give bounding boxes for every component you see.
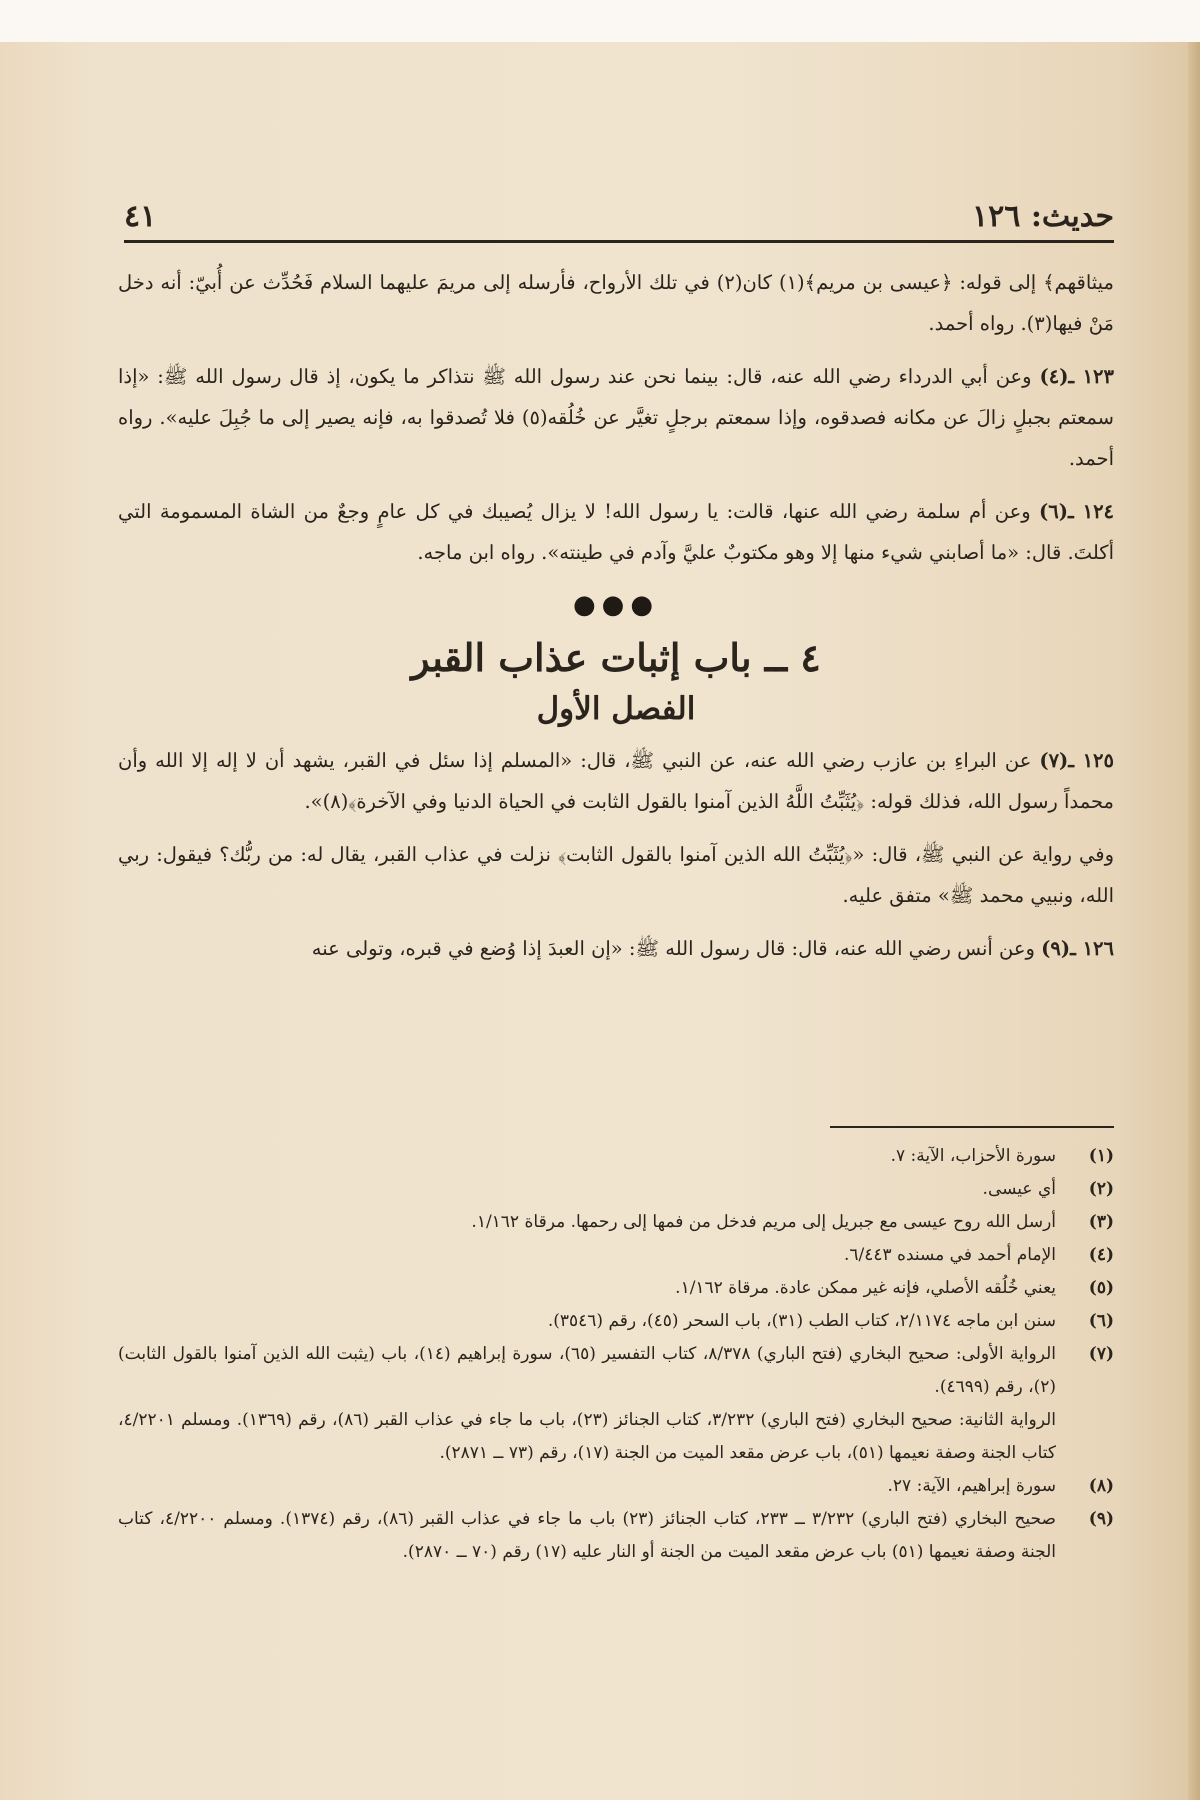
header-rule: [124, 240, 1114, 243]
footnote: [118, 1272, 1114, 1305]
main-text: [118, 262, 1114, 981]
page-edge-shadow: [1188, 42, 1200, 1800]
hadith-125: [118, 740, 1114, 822]
footnote: [118, 1470, 1114, 1503]
footnote-number: (٨): [1088, 1476, 1114, 1496]
hadith-123: [118, 356, 1114, 479]
hadith-number: ١٢٤ ـ(٦): [1039, 500, 1115, 523]
footnote-text: صحيح البخاري (فتح الباري) ٣/٢٣٢ ــ ٢٣٣، كتاب الجنائز (٢٣) باب ما جاء في عذاب القبر (٨٦)، رقم (١٣٧٤). ومسلم ٤/٢٢٠٠، كتاب الجنة وصفة نعيمها (٥١) باب عرض مقعد الميت من الجنة أو النار عليه (١٧) رقم (٧٠ ــ ٢٨٧٠).: [118, 1509, 1056, 1562]
footnote-text: يعني خُلُقه الأصلي، فإنه غير ممكن عادة. مرقاة ١/١٦٢.: [675, 1278, 1056, 1298]
running-title: حديث: ١٢٦: [972, 199, 1114, 234]
footnote-text: أرسل الله روح عيسى مع جبريل إلى مريم فدخل من فمها إلى رحمها. مرقاة ١/١٦٢.: [471, 1212, 1056, 1232]
paragraph-continuation: ميثاقهم﴾ إلى قوله: ﴿عيسى بن مريم﴾(١) كان(٢) في تلك الأرواح، فأرسله إلى مريمَ عليهما السلام فَحُدِّث عن أُبيّ: أنه دخل مَنْ فيها(٣). رواه أحمد.: [118, 271, 1114, 335]
hadith-text: وعن أنس رضي الله عنه، قال: قال رسول الله ﷺ: «إن العبدَ إذا وُضع في قبره، وتولى عنه: [311, 937, 1035, 960]
chapter-title: ٤ ــ باب إثبات عذاب القبر: [411, 635, 821, 680]
scan-margin: [0, 0, 1200, 42]
footnote: [118, 1503, 1114, 1569]
hadith-number: ١٢٦ ـ(٩): [1041, 937, 1114, 960]
footnotes: [118, 1140, 1114, 1569]
footnote-continuation: الرواية الثانية: صحيح البخاري (فتح الباري) ٣/٢٣٢، كتاب الجنائز (٢٣)، باب ما جاء في عذاب القبر (٨٦)، رقم (١٣٦٩). ومسلم ٤/٢٢٠١، كتاب الجنة وصفة نعيمها (٥١)، باب عرض مقعد الميت من الجنة (١٧)، رقم (٧٣ ــ ٢٨٧١).: [118, 1410, 1056, 1463]
footnote-text: الرواية الأولى: صحيح البخاري (فتح الباري) ٨/٣٧٨، كتاب التفسير (٦٥)، سورة إبراهيم (١٤)، باب (يثبت الله الذين آمنوا بالقول الثابت) (٢)، رقم (٤٦٩٩).: [118, 1344, 1057, 1397]
page-header: [124, 188, 1114, 234]
footnote-number: (٤): [1088, 1245, 1114, 1265]
footnote-text: سورة إبراهيم، الآية: ٢٧.: [887, 1476, 1056, 1496]
footnote: [118, 1173, 1114, 1206]
footnote-rule: [830, 1126, 1114, 1128]
footnote-number: (٥): [1088, 1278, 1114, 1298]
page-number: ٤١: [124, 199, 157, 234]
footnote-number: (٧): [1088, 1344, 1114, 1364]
hadith-number: ١٢٥ ـ(٧): [1039, 749, 1114, 772]
hadith-text: وعن أم سلمة رضي الله عنها، قالت: يا رسول الله! لا يزال يُصيبك في كل عامٍ وجعٌ من الشاة المسمومة التي أكلتَ. قال: «ما أصابني شيء منها إلا وهو مكتوبٌ عليَّ وآدم في طينته». رواه ابن ماجه.: [118, 500, 1114, 564]
footnote-number: (٩): [1088, 1509, 1114, 1529]
footnote: [118, 1305, 1114, 1338]
footnote-number: (٦): [1088, 1311, 1114, 1331]
footnote-number: (٢): [1088, 1179, 1114, 1199]
section-divider: ●●●: [572, 590, 660, 620]
footnote-text: سورة الأحزاب، الآية: ٧.: [890, 1146, 1056, 1166]
hadith-125-variant: وفي رواية عن النبي ﷺ، قال: «﴿يُثَبِّتُ الله الذين آمنوا بالقول الثابت﴾ نزلت في عذاب القبر، يقال له: من ربُّك؟ فيقول: ربي الله، ونبيي محمد ﷺ» متفق عليه.: [118, 843, 1114, 907]
hadith-number: ١٢٣ ـ(٤): [1039, 365, 1114, 388]
footnote: [118, 1140, 1114, 1173]
footnote-text: الإمام أحمد في مسنده ٦/٤٤٣.: [843, 1245, 1056, 1265]
hadith-124: [118, 491, 1114, 573]
hadith-126: [118, 928, 1114, 969]
footnote-text: سنن ابن ماجه ٢/١١٧٤، كتاب الطب (٣١)، باب السحر (٤٥)، رقم (٣٥٤٦).: [547, 1311, 1056, 1331]
footnote-text: أي عيسى.: [982, 1179, 1056, 1199]
footnote: [118, 1206, 1114, 1239]
hadith-text: وعن أبي الدرداء رضي الله عنه، قال: بينما نحن عند رسول الله ﷺ نتذاكر ما يكون، إذ قال رسول الله ﷺ: «إذا سمعتم بجبلٍ زالَ عن مكانه فصدقوه، وإذا سمعتم برجلٍ تغيَّر عن خُلُقه(٥) فلا تُصدقوا به، فإنه يصير إلى ما جُبِلَ عليه». رواه أحمد.: [118, 365, 1115, 470]
footnote: [118, 1338, 1114, 1404]
footnote-number: (٣): [1088, 1212, 1114, 1232]
footnote-number: (١): [1088, 1146, 1114, 1166]
hadith-text: عن البراءِ بن عازب رضي الله عنه، عن النبي ﷺ، قال: «المسلم إذا سئل في القبر، يشهد أن لا إله إلا الله وأن محمداً رسول الله، فذلك قوله: ﴿يُثَبِّتُ اللَّهُ الذين آمنوا بالقول الثابت في الحياة الدنيا وفي الآخرة﴾(٨)».: [118, 749, 1114, 813]
footnote: [118, 1239, 1114, 1272]
section-title: الفصل الأول: [536, 691, 696, 727]
